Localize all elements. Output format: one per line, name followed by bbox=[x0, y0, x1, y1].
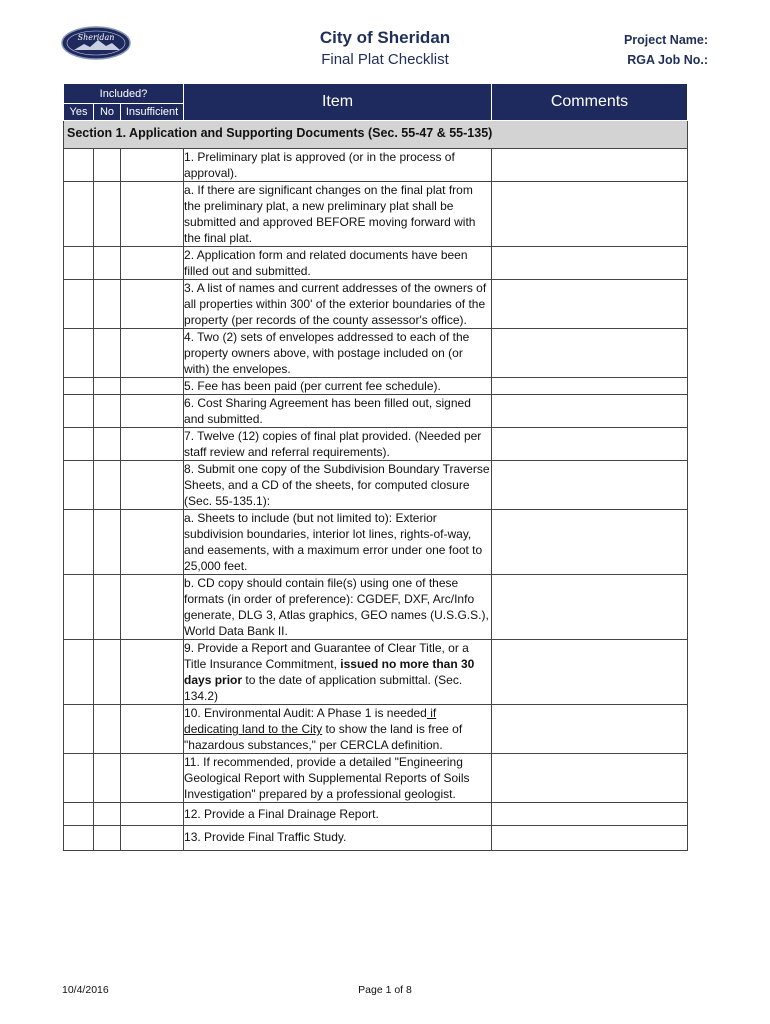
page-title: City of Sheridan bbox=[319, 28, 451, 47]
comments-cell[interactable] bbox=[492, 826, 688, 851]
no-cell[interactable] bbox=[94, 803, 121, 826]
section-title: Section 1. Application and Supporting Documents (Sec. 55-47 & 55-135) bbox=[64, 121, 688, 149]
item-text bbox=[184, 640, 492, 705]
insufficient-cell[interactable] bbox=[121, 428, 184, 461]
item-text: a. If there are significant changes on the final plat from the preliminary plat, a new preliminary plat shall be submitted and approved BEFORE moving forward with the final plat. bbox=[184, 182, 492, 247]
item-text-part: to the date of application submittal. (Sec. 134.2) bbox=[184, 673, 463, 703]
page-subtitle: Final Plat Checklist bbox=[321, 51, 449, 68]
insufficient-cell[interactable] bbox=[121, 149, 184, 182]
table-row bbox=[64, 329, 688, 378]
item-text: 7. Twelve (12) copies of final plat provided. (Needed per staff review and referral requirements). bbox=[184, 428, 492, 461]
item-text: 4. Two (2) sets of envelopes addressed to each of the property owners above, with postage included on (or with) the envelopes. bbox=[184, 329, 492, 378]
no-cell[interactable] bbox=[94, 575, 121, 640]
insufficient-cell[interactable] bbox=[121, 640, 184, 705]
yes-cell[interactable] bbox=[64, 461, 94, 510]
yes-cell[interactable] bbox=[64, 754, 94, 803]
yes-cell[interactable] bbox=[64, 640, 94, 705]
comments-cell[interactable] bbox=[492, 428, 688, 461]
table-header-row bbox=[64, 84, 688, 104]
item-text: 1. Preliminary plat is approved (or in the process of approval). bbox=[184, 149, 492, 182]
comments-cell[interactable] bbox=[492, 247, 688, 280]
insufficient-header: Insufficient bbox=[121, 104, 184, 121]
yes-cell[interactable] bbox=[64, 395, 94, 428]
insufficient-cell[interactable] bbox=[121, 461, 184, 510]
no-cell[interactable] bbox=[94, 754, 121, 803]
no-cell[interactable] bbox=[94, 280, 121, 329]
logo-text: Sheridan bbox=[77, 33, 115, 42]
yes-cell[interactable] bbox=[64, 378, 94, 395]
project-name-label: Project Name: bbox=[623, 33, 708, 47]
insufficient-cell[interactable] bbox=[121, 754, 184, 803]
no-cell[interactable] bbox=[94, 378, 121, 395]
yes-header: Yes bbox=[64, 104, 94, 121]
comments-cell[interactable] bbox=[492, 461, 688, 510]
comments-cell[interactable] bbox=[492, 280, 688, 329]
yes-cell[interactable] bbox=[64, 329, 94, 378]
table-row bbox=[64, 826, 688, 851]
insufficient-cell[interactable] bbox=[121, 705, 184, 754]
table-row bbox=[64, 461, 688, 510]
footer-date: 10/4/2016 bbox=[62, 984, 109, 996]
no-cell[interactable] bbox=[94, 329, 121, 378]
table-row bbox=[64, 247, 688, 280]
yes-cell[interactable] bbox=[64, 705, 94, 754]
insufficient-cell[interactable] bbox=[121, 803, 184, 826]
item-text: 11. If recommended, provide a detailed "Engineering Geological Report with Supplemental Reports of Soils Investigation" prepared by a professional geologist. bbox=[184, 754, 492, 803]
table-row bbox=[64, 705, 688, 754]
item-text: 13. Provide Final Traffic Study. bbox=[184, 826, 492, 851]
table-row bbox=[64, 428, 688, 461]
table-row bbox=[64, 280, 688, 329]
item-text: 5. Fee has been paid (per current fee schedule). bbox=[184, 378, 492, 395]
included-header: Included? bbox=[64, 84, 184, 104]
insufficient-cell[interactable] bbox=[121, 378, 184, 395]
yes-cell[interactable] bbox=[64, 280, 94, 329]
section-row bbox=[64, 121, 688, 149]
comments-cell[interactable] bbox=[492, 149, 688, 182]
insufficient-cell[interactable] bbox=[121, 575, 184, 640]
comments-cell[interactable] bbox=[492, 803, 688, 826]
insufficient-cell[interactable] bbox=[121, 280, 184, 329]
no-cell[interactable] bbox=[94, 510, 121, 575]
footer-page-number: Page 1 of 8 bbox=[358, 984, 412, 996]
no-cell[interactable] bbox=[94, 149, 121, 182]
no-cell[interactable] bbox=[94, 461, 121, 510]
project-info bbox=[624, 30, 708, 70]
yes-cell[interactable] bbox=[64, 575, 94, 640]
table-row bbox=[64, 575, 688, 640]
comments-cell[interactable] bbox=[492, 510, 688, 575]
yes-cell[interactable] bbox=[64, 510, 94, 575]
insufficient-cell[interactable] bbox=[121, 510, 184, 575]
comments-cell[interactable] bbox=[492, 640, 688, 705]
yes-cell[interactable] bbox=[64, 149, 94, 182]
no-cell[interactable] bbox=[94, 247, 121, 280]
item-text-part: 9. Provide a Report and Guarantee of Clear Title, or a Title Insurance Commitment, bbox=[184, 641, 469, 671]
table-row bbox=[64, 182, 688, 247]
comments-cell[interactable] bbox=[492, 378, 688, 395]
table-row bbox=[64, 510, 688, 575]
comments-cell[interactable] bbox=[492, 705, 688, 754]
no-cell[interactable] bbox=[94, 826, 121, 851]
job-no-label: RGA Job No.: bbox=[627, 53, 708, 67]
comments-header: Comments bbox=[492, 84, 688, 121]
item-text: a. Sheets to include (but not limited to): Exterior subdivision boundaries, interior lot lines, rights-of-way, and easements, with a maximum error under one foot to 25,000 feet. bbox=[184, 510, 492, 575]
item-text: 6. Cost Sharing Agreement has been filled out, signed and submitted. bbox=[184, 395, 492, 428]
table-row bbox=[64, 395, 688, 428]
insufficient-cell[interactable] bbox=[121, 329, 184, 378]
comments-cell[interactable] bbox=[492, 182, 688, 247]
no-header: No bbox=[94, 104, 121, 121]
item-text bbox=[184, 705, 492, 754]
no-cell[interactable] bbox=[94, 182, 121, 247]
yes-cell[interactable] bbox=[64, 428, 94, 461]
checklist-table bbox=[63, 83, 688, 851]
yes-cell[interactable] bbox=[64, 826, 94, 851]
insufficient-cell[interactable] bbox=[121, 247, 184, 280]
table-row bbox=[64, 803, 688, 826]
item-header: Item bbox=[184, 84, 492, 121]
no-cell[interactable] bbox=[94, 640, 121, 705]
comments-cell[interactable] bbox=[492, 754, 688, 803]
item-text-part: 10. Environmental Audit: A Phase 1 is needed bbox=[184, 706, 427, 720]
item-text: b. CD copy should contain file(s) using one of these formats (in order of preference): CGDEF, DXF, Arc/Info generate, DLG 3, Atlas graphics, GEO names (U.S.G.S.), World Data Bank II. bbox=[184, 575, 492, 640]
no-cell[interactable] bbox=[94, 428, 121, 461]
item-text-underlined: if dedicating land to the City bbox=[184, 706, 437, 736]
yes-cell[interactable] bbox=[64, 247, 94, 280]
no-cell[interactable] bbox=[94, 705, 121, 754]
comments-cell[interactable] bbox=[492, 575, 688, 640]
yes-cell[interactable] bbox=[64, 803, 94, 826]
item-text: 12. Provide a Final Drainage Report. bbox=[184, 803, 492, 826]
item-text-bold: issued no more than 30 days prior bbox=[184, 657, 475, 687]
table-row bbox=[64, 149, 688, 182]
item-text: 2. Application form and related documents have been filled out and submitted. bbox=[184, 247, 492, 280]
insufficient-cell[interactable] bbox=[121, 395, 184, 428]
item-text-part: to show the land is free of "hazardous substances," per CERCLA definition. bbox=[184, 722, 463, 752]
table-row bbox=[64, 754, 688, 803]
yes-cell[interactable] bbox=[64, 182, 94, 247]
item-text: 8. Submit one copy of the Subdivision Boundary Traverse Sheets, and a CD of the sheets, for computed closure (Sec. 55-135.1): bbox=[184, 462, 490, 508]
insufficient-cell[interactable] bbox=[121, 826, 184, 851]
item-text: 3. A list of names and current addresses of the owners of all properties within 300' of the exterior boundaries of the property (per records of the county assessor's office). bbox=[184, 280, 492, 329]
table-row bbox=[64, 378, 688, 395]
table-row bbox=[64, 640, 688, 705]
comments-cell[interactable] bbox=[492, 329, 688, 378]
no-cell[interactable] bbox=[94, 395, 121, 428]
insufficient-cell[interactable] bbox=[121, 182, 184, 247]
comments-cell[interactable] bbox=[492, 395, 688, 428]
